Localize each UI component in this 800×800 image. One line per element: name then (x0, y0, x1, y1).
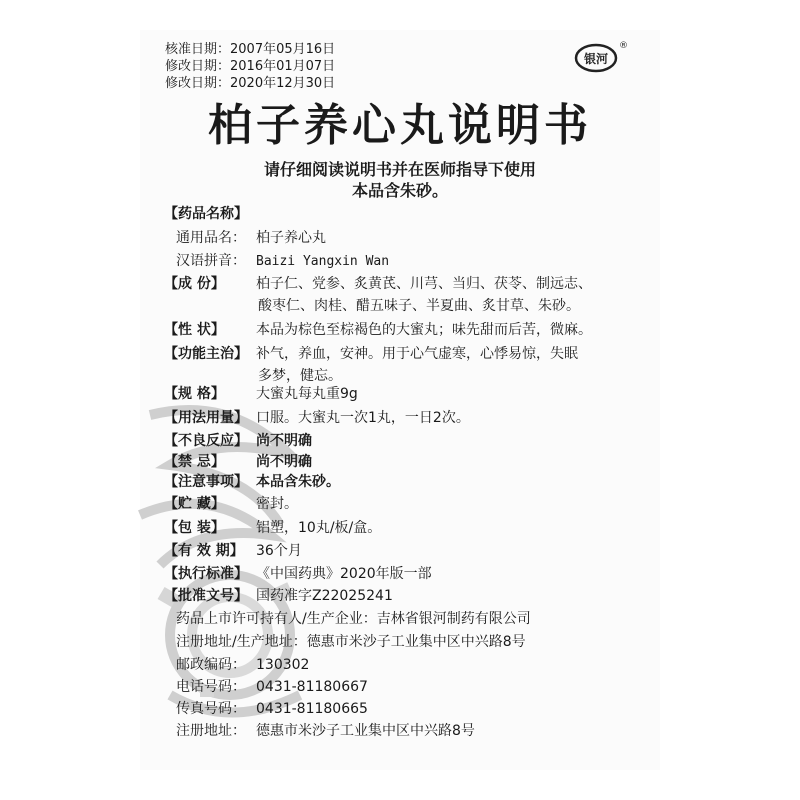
revision-date: 修改日期：2020年12月30日 (165, 76, 336, 91)
ingredients-row (164, 274, 592, 294)
indications-value: 补气，养血，安神。用于心气虚寒，心悸易惊，失眠 (256, 346, 578, 362)
marketing-holder: 药品上市许可持有人/生产企业：吉林省银河制药有限公司 (176, 611, 531, 627)
generic-name-value: 柏子养心丸 (256, 230, 326, 246)
standard-label: 【执行标准】 (164, 566, 248, 582)
logo-text: 银河 (583, 52, 609, 66)
validity-label: 【有 效 期】 (164, 543, 244, 559)
ingredients-continued: 酸枣仁、肉桂、醋五味子、半夏曲、炙甘草、朱砂。 (258, 298, 580, 314)
properties-row (164, 320, 592, 340)
generic-name-label: 通用品名： (176, 230, 246, 246)
registered-address-label: 注册地址/生产地址： (176, 634, 307, 650)
storage-label: 【贮 藏】 (164, 496, 225, 512)
precautions-row (164, 472, 340, 492)
usage-value: 口服。大蜜丸一次1丸，一日2次。 (256, 410, 470, 426)
standard-row (164, 564, 432, 584)
registered-address-value: 德惠市米沙子工业集中区中兴路8号 (306, 634, 526, 650)
validity-value: 36个月 (256, 543, 302, 559)
postcode-row (176, 655, 309, 675)
contraindications-value: 尚不明确 (256, 454, 312, 470)
properties-value: 本品为棕色至棕褐色的大蜜丸；味先甜而后苦，微麻。 (256, 322, 592, 338)
fax-value: 0431-81180665 (256, 701, 368, 717)
postcode-label: 邮政编码： (176, 657, 246, 673)
standard-value: 《中国药典》2020年版一部 (256, 566, 432, 582)
usage-notice: 请仔细阅读说明书并在医师指导下使用 (263, 160, 536, 179)
precautions-value: 本品含朱砂。 (256, 474, 340, 490)
generic-name-row (176, 228, 326, 248)
pinyin-value: Baizi Yangxin Wan (256, 254, 390, 269)
spec-value: 大蜜丸每丸重9g (256, 386, 358, 402)
document-title: 柏子养心丸说明书 (208, 100, 592, 151)
contraindications-row (164, 452, 312, 472)
revision-date: 修改日期：2016年01月07日 (165, 59, 336, 74)
postcode-value: 130302 (256, 657, 310, 673)
phone-row (176, 677, 368, 697)
storage-row (164, 494, 298, 514)
adverse-row (164, 431, 312, 451)
approval-label: 【批准文号】 (164, 588, 248, 604)
indications-label: 【功能主治】 (164, 346, 248, 362)
usage-row (164, 408, 470, 428)
approval-date: 核准日期：2007年05月16日 (165, 42, 336, 57)
approval-value: 国药准字Z22025241 (256, 588, 393, 604)
fax-label: 传真号码： (176, 701, 246, 717)
storage-value: 密封。 (256, 496, 298, 512)
properties-label: 【性 状】 (164, 322, 225, 338)
pinyin-label: 汉语拼音： (176, 253, 246, 269)
usage-label: 【用法用量】 (164, 410, 248, 426)
revision-dates (165, 41, 335, 92)
company-logo (574, 38, 626, 78)
cinnabar-notice: 本品含朱砂。 (351, 181, 448, 200)
package-value: 铝塑，10丸/板/盒。 (256, 520, 382, 536)
approval-row (164, 586, 393, 606)
address-label: 注册地址： (176, 723, 246, 739)
registered-mark: ® (619, 41, 628, 51)
validity-row (164, 541, 302, 561)
registered-address-row (176, 632, 526, 652)
indications-row (164, 344, 578, 364)
phone-value: 0431-81180667 (256, 679, 368, 695)
pinyin-row (176, 251, 389, 272)
package-row (164, 518, 381, 538)
contraindications-label: 【禁 忌】 (164, 454, 225, 470)
ingredients-label: 【成 份】 (164, 276, 225, 292)
fax-row (176, 699, 368, 719)
adverse-label: 【不良反应】 (164, 433, 248, 449)
spec-label: 【规 格】 (164, 386, 225, 402)
spec-row (164, 384, 358, 404)
drug-name-heading: 【药品名称】 (164, 206, 248, 222)
ingredients-value: 柏子仁、党参、炙黄芪、川芎、当归、茯苓、制远志、 (256, 276, 592, 292)
package-label: 【包 装】 (164, 520, 225, 536)
phone-label: 电话号码： (176, 679, 246, 695)
adverse-value: 尚不明确 (256, 433, 312, 449)
precautions-label: 【注意事项】 (164, 474, 248, 490)
indications-continued: 多梦，健忘。 (258, 368, 342, 384)
address-row (176, 721, 475, 741)
address-value: 德惠市米沙子工业集中区中兴路8号 (256, 723, 475, 739)
